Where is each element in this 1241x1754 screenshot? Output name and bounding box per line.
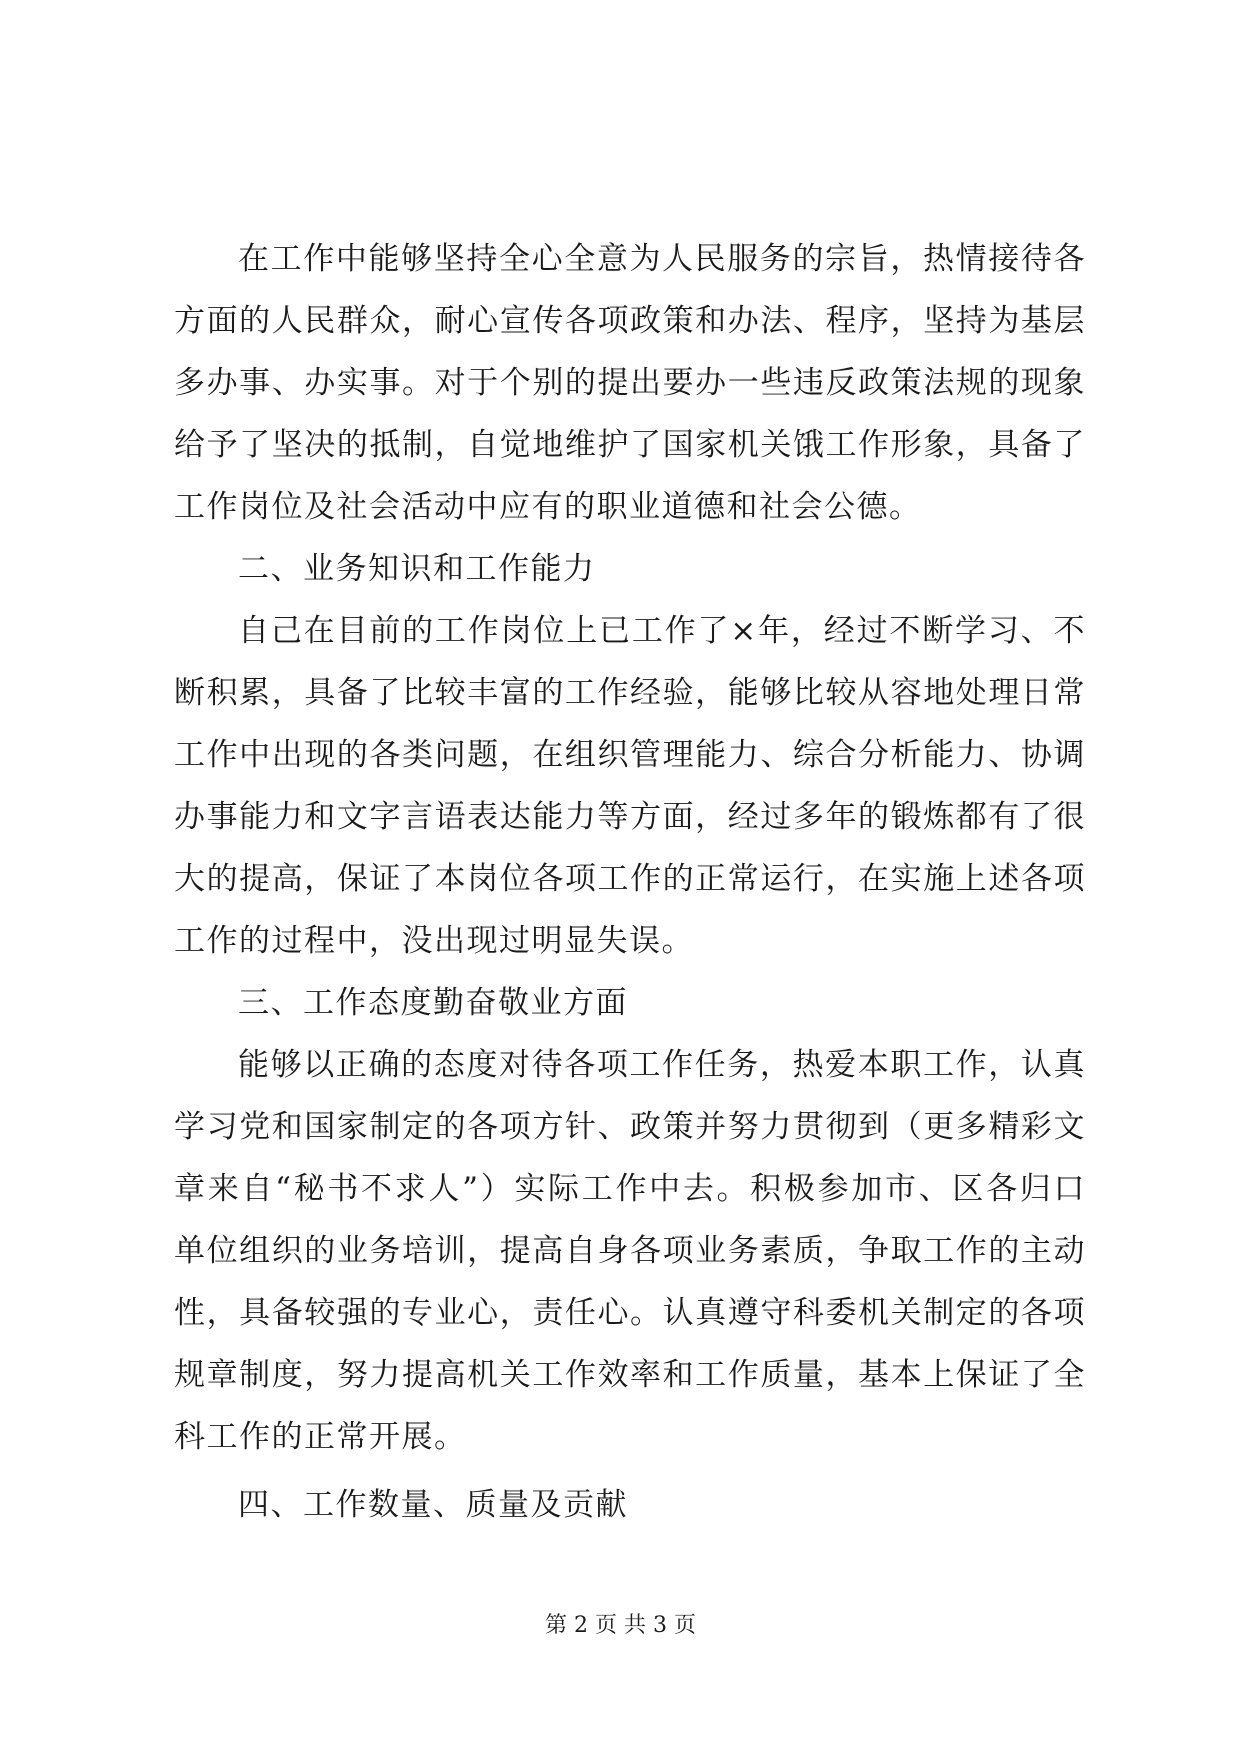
- section-heading-4: 四、工作数量、质量及贡献: [238, 1487, 628, 1523]
- paragraph-service-attitude: 在工作中能够坚持全心全意为人民服务的宗旨，热情接待各方面的人民群众，耐心宣传各项政策和办法、程序，坚持为基层多办事、办实事。对于个别的提出要办一些违反政策法规的现象给予了坚决的抵制，自觉地维护了国家机关饿工作形象，具备了工作岗位及社会活动中应有的职业道德和社会公德。: [174, 241, 1086, 525]
- paragraph-work-ability: 自己在目前的工作岗位上已工作了×年，经过不断学习、不断积累，具备了比较丰富的工作经验，能够比较从容地处理日常工作中出现的各类问题，在组织管理能力、综合分析能力、协调办事能力和文字言语表达能力等方面，经过多年的锻炼都有了很大的提高，保证了本岗位各项工作的正常运行，在实施上述各项工作的过程中，没出现过明显失误。: [174, 613, 1086, 959]
- section-heading-3: 三、工作态度勤奋敬业方面: [238, 985, 628, 1021]
- page-number-footer: 第 2 页 共 3 页: [545, 1613, 696, 1638]
- paragraph-work-attitude: 能够以正确的态度对待各项工作任务，热爱本职工作，认真 学习党和国家制定的各项方针、政策并努力贯彻到（更多精彩文章来自“秘书不求人”）实际工作中去。积极参加市、区各归口单位组织的业务培训，提高自身各项业务素质，争取工作的主动性，具备较强的专业心，责任心。认真遵守科委机关制定的各项规章制度，努力提高机关工作效率和工作质量，基本上保证了全科工作的正常开展。: [174, 1047, 1151, 1455]
- section-heading-2: 二、业务知识和工作能力: [238, 551, 596, 587]
- document-body: [174, 228, 1151, 1536]
